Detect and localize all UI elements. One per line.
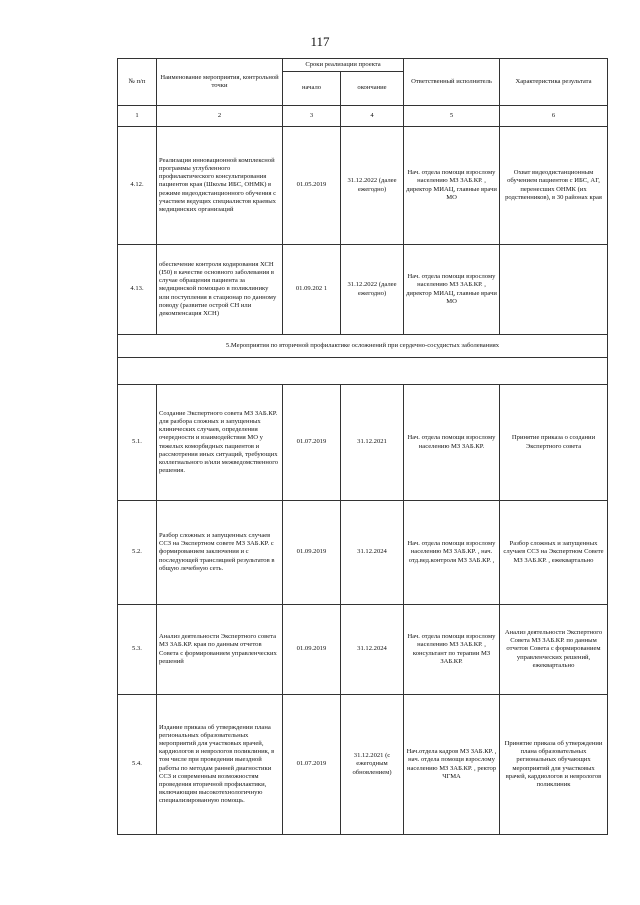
row-result: Охват видеодистанционным обучением пациентов с ИБС, АГ, перенесших ОНМК (их родственников), в 30 районах края bbox=[500, 127, 608, 245]
row-start: 01.09.2019 bbox=[283, 605, 341, 695]
column-number-row bbox=[118, 106, 608, 127]
row-start: 01.07.2019 bbox=[283, 695, 341, 835]
row-num: 4.13. bbox=[118, 245, 157, 335]
column-number: 1 bbox=[118, 106, 157, 127]
row-end: 31.12.2022 (далее ежегодно) bbox=[341, 127, 404, 245]
row-responsible: Нач.отдела кадров МЗ ЗАБ.КР. , нач. отдела помощи взрослому населению МЗ ЗАБ.КР. , ректор ЧГМА bbox=[404, 695, 500, 835]
row-end: 31.12.2021 bbox=[341, 385, 404, 501]
row-start: 01.09.2019 bbox=[283, 501, 341, 605]
row-name: Разбор сложных и запущенных случаев ССЗ на Экспертном совете МЗ ЗАБ.КР. с формированием заключения и с последующей трансляцией результатов в общую лечебную сеть. bbox=[157, 501, 283, 605]
column-number: 3 bbox=[283, 106, 341, 127]
row-name: Издание приказа об утверждении плана региональных образовательных мероприятий для участковых врачей, кардиологов и неврологов поликлиник, в том числе при проведении выездной работы по методам ранней диагностики ССЗ и современным возможностям проведения вторичной профилактики, включающим высокотехнологичную специализированную помощь. bbox=[157, 695, 283, 835]
table-row bbox=[118, 501, 608, 605]
row-responsible: Нач. отдела помощи взрослому населению МЗ ЗАБ.КР. , директор МИАЦ, главные врачи МО bbox=[404, 245, 500, 335]
row-name: Анализ деятельности Экспертного совета МЗ ЗАБ.КР. края по данным отчетов Совета с формированием управленческих решений bbox=[157, 605, 283, 695]
row-name: Создание Экспертного совета МЗ ЗАБ.КР. для разбора сложных и запущенных клинических случаев, определения очередности и взаимодействия МО у тяжелых коморбидных пациентов и рассмотрения иных ситуаций, требующих коллегиального и/или межведомственного решения. bbox=[157, 385, 283, 501]
row-num: 5.4. bbox=[118, 695, 157, 835]
header-name: Наименование мероприятия, контрольной точки bbox=[157, 59, 283, 106]
section-title: 5.Мероприятия по вторичной профилактике осложнений при сердечно-сосудистых заболеваниях bbox=[118, 335, 608, 358]
row-start: 01.09.202 1 bbox=[283, 245, 341, 335]
header-responsible: Ответственный исполнитель bbox=[404, 59, 500, 106]
column-number: 6 bbox=[500, 106, 608, 127]
row-end: 31.12.2022 (далее ежегодно) bbox=[341, 245, 404, 335]
row-result: Анализ деятельности Экспертного Совета МЗ ЗАБ.КР. по данным отчетов Совета с формированием управленческих решений, ежеквартально bbox=[500, 605, 608, 695]
row-start: 01.05.2019 bbox=[283, 127, 341, 245]
row-num: 5.3. bbox=[118, 605, 157, 695]
spacer-cell bbox=[118, 358, 608, 385]
header-start: начало bbox=[283, 72, 341, 106]
header-end: окончание bbox=[341, 72, 404, 106]
row-responsible: Нач. отдела помощи взрослому населению МЗ ЗАБ.КР. , консультант по терапии МЗ ЗАБ.КР. bbox=[404, 605, 500, 695]
row-result bbox=[500, 245, 608, 335]
row-start: 01.07.2019 bbox=[283, 385, 341, 501]
table-row bbox=[118, 385, 608, 501]
row-responsible: Нач. отдела помощи взрослому населению МЗ ЗАБ.КР. bbox=[404, 385, 500, 501]
row-end: 31.12.2021 (с ежегодным обновлением) bbox=[341, 695, 404, 835]
header-num: № п/п bbox=[118, 59, 157, 106]
row-end: 31.12.2024 bbox=[341, 501, 404, 605]
row-result: Принятие приказа о создании Экспертного совета bbox=[500, 385, 608, 501]
row-name: обеспечение контроля кодирования ХСН (I50) в качестве основного заболевания в случае обращения пациента за медицинской помощью в поликлинику или поступления в стационар по данному поводу (развитие острой СН или декомпенсация ХСН) bbox=[157, 245, 283, 335]
row-end: 31.12.2024 bbox=[341, 605, 404, 695]
row-num: 5.1. bbox=[118, 385, 157, 501]
header-dates-group: Сроки реализации проекта bbox=[283, 59, 404, 72]
table-row bbox=[118, 605, 608, 695]
row-responsible: Нач. отдела помощи взрослому населению МЗ ЗАБ.КР. , директор МИАЦ, главные врачи МО bbox=[404, 127, 500, 245]
header-row bbox=[118, 59, 608, 72]
page-number: 117 bbox=[310, 34, 330, 49]
section-row bbox=[118, 335, 608, 358]
row-result: Разбор сложных и запущенных случаев ССЗ на Экспертном Совете МЗ ЗАБ.КР. , ежеквартально bbox=[500, 501, 608, 605]
table-row bbox=[118, 245, 608, 335]
row-result: Принятие приказа об утверждении плана образовательных региональных обучающих мероприятий для участковых врачей, кардиологов и неврологов поликлиник bbox=[500, 695, 608, 835]
row-responsible: Нач. отдела помощи взрослому населению МЗ ЗАБ.КР. , нач. отд.вед.контроля МЗ ЗАБ.КР. , bbox=[404, 501, 500, 605]
table-row bbox=[118, 127, 608, 245]
column-number: 5 bbox=[404, 106, 500, 127]
column-number: 2 bbox=[157, 106, 283, 127]
table-row bbox=[118, 695, 608, 835]
header-result: Характеристика результата bbox=[500, 59, 608, 106]
spacer-row bbox=[118, 358, 608, 385]
plan-table bbox=[117, 58, 608, 835]
row-name: Реализация инновационной комплексной программы углубленного профилактического консультирования пациентов края (Школы ИБС, ОНМК) в режиме видеодистанционного обучения с участием ведущих специалистов краевых медицинских организаций bbox=[157, 127, 283, 245]
column-number: 4 bbox=[341, 106, 404, 127]
row-num: 4.12. bbox=[118, 127, 157, 245]
row-num: 5.2. bbox=[118, 501, 157, 605]
